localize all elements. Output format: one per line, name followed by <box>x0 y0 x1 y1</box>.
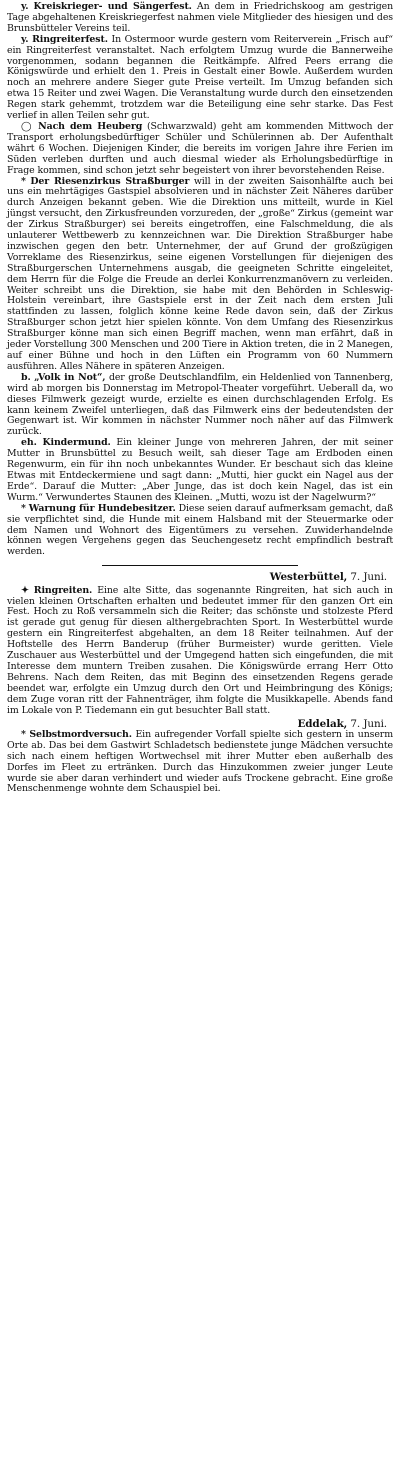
article-headline: Kindermund. <box>42 437 111 449</box>
article-mark: y. <box>21 33 29 45</box>
article-paragraph <box>7 730 393 795</box>
article-paragraph <box>7 586 393 717</box>
article-kindermund <box>7 438 393 503</box>
article-body: Ein kleiner Junge von mehreren Jahren, der mit seiner Mutter in Brunsbüttel zu Besuch weilt, sah dieser Tage am Erdboden einen Regenwurm, ein für ihn noch unbekanntes Wunder. Er beschaut sich das kleine Etwas mit Entdeckermiene und sagt dann: „Mutti, hier guckt ein Nagel aus der Erde“. Darauf die Mutter: „Aber Junge, das ist doch kein Nagel, das ist ein Wurm.“ Verwundertes Staunen des Kleinen. „Mutti, wozu ist der Nagelwurm?“ <box>7 437 393 503</box>
article-volk-in-not <box>7 373 393 438</box>
article-mark: ◯ <box>21 120 34 132</box>
article-mark: b. <box>21 371 31 383</box>
article-body: In Ostermoor wurde gestern vom Reiterverein „Frisch auf“ ein Ringreiterfest veranstaltet. Nach erfolgtem Umzug wurde die Bannerweihe vorgenommen, sodann begannen die Reitkämpfe. Alfred Peers errang die Königswürde und erhielt den 1. Preis in Gestalt einer Bowle. Außerdem wurden noch an mehrere andere Sieger gute Preise verteilt. Im Umzug befanden sich etwa 15 Reiter und zwei Wagen. Die Veranstaltung wurde durch den einsetzenden Regen stark gehemmt, trotzdem war die Beteiligung eine sehr starke. Das Fest verlief in allen Teilen sehr gut. <box>7 33 393 122</box>
article-paragraph <box>7 373 393 438</box>
article-body: Ein aufregender Vorfall spielte sich gestern in unserm Orte ab. Das bei dem Gastwirt Schladetsch bedienstete junge Mädchen versuchte sich nach einem heftigen Wortwechsel mit ihrer Mutter eben außerhalb des Dorfes im Fleet zu ertränken. Durch das Hinzukommen zweier junger Leute wurde sie aber daran verhindert und wieder aufs Trockene gebracht. Eine große Menschenmenge wohnte dem Schauspiel bei. <box>7 728 393 795</box>
article-mark: ✦ <box>21 584 29 596</box>
article-headline: „Volk in Not“, <box>34 371 106 383</box>
article-heuberg <box>7 122 393 177</box>
article-ringreiten-westerbuettel <box>7 586 393 717</box>
article-body: Diese seien darauf aufmerksam gemacht, daß sie verpflichtet sind, die Hunde mit einem Halsband mit der Steuermarke oder dem Namen und Wohnort des Eigentümers zu versehen. Zuwiderhandelnde können wegen Vergehens gegen das Seuchengesetz recht empfindlich bestraft werden. <box>7 502 393 558</box>
article-selbstmordversuch <box>7 730 393 795</box>
article-headline: Kreiskrieger- und Sängerfest. <box>33 1 192 12</box>
dateline-place: Eddelak, <box>297 717 348 730</box>
dateline-westerbuettel <box>7 571 393 583</box>
article-zirkus-strassburger <box>7 177 393 373</box>
article-paragraph <box>7 504 393 559</box>
article-mark: eh. <box>21 437 37 449</box>
article-headline: Selbstmordversuch. <box>29 728 132 740</box>
article-mark: y. <box>21 1 29 12</box>
article-body: (Schwarzwald) geht am kommenden Mittwoch der Transport erholungsbedürftiger Schüler und Schülerinnen ab. Der Aufenthalt währt 6 Wochen. Diejenigen Kinder, die bereits im vorigen Jahre ihre Ferien im Süden verleben durften und auch diesmal wieder als Erholungsbedürftige in Frage kommen, sind schon jetzt sehr begeistert von ihrer bevorstehenden Reise. <box>7 120 393 176</box>
article-body: will in der zweiten Saisonhälfte auch bei uns ein mehrtägiges Gastspiel absolvieren und in nächster Zeit Näheres darüber durch Anzeigen bekannt geben. Wie die Direktion uns mitteilt, wurde in Kiel jüngst versucht, den Zirkusfreunden vorzureden, der „große“ Zirkus (gemeint war der Zirkus Straßburger) sei bereits eingetroffen, eine Falschmeldung, die als unlauterer Wettbewerb zu kennzeichnen war. Die Direktion Straßburger habe inzwischen gegen den betr. Unternehmer, der auf Grund der großzügigen Vorreklame des Riesenzirkus, seine eigenen Vorstellungen für diejenigen des Straßburgerschen Unternehmens ausgab, die geeigneten Schritte eingeleitet, dem Herrn für die Folge die Freude an derlei Konkurrenzmanövern zu verleiden. Weiter schreibt uns die Direktion, sie habe mit den Behörden in Schleswig-Holstein vereinbart, ihre Gastspiele erst in der Zeit nach dem ersten Juli stattfinden zu lassen, folglich könne keine Rede davon sein, daß der Zirkus Straßburger schon jetzt hier spielen könnte. Von dem Umfang des Riesenzirkus Straßburger könne man sich einen Begriff machen, wenn man erfährt, daß in jeder Vorstellung 300 Menschen und 200 Tiere in Aktion treten, die in 2 Manegen, auf einer Bühne und hoch in den Lüften ein Programm von 60 Nummern ausführen. Alles Nähere in späteren Anzeigen. <box>7 175 393 372</box>
article-headline: Ringreiterfest. <box>32 33 108 45</box>
section-divider <box>102 565 298 566</box>
article-hundebesitzer <box>7 504 393 559</box>
dateline-date: 7. Juni. <box>350 571 387 584</box>
article-body: Eine alte Sitte, das sogenannte Ringreiten, hat sich auch in vielen kleinen Ortschaften erhalten und bedeutet immer für den ganzen Ort ein Fest. Hoch zu Roß versammeln sich die Reiter; das schönste und stolzeste Pferd ist gerade gut genug für diesen althergebrachten Sport. In Westerbüttel wurde gestern ein Ringreiterfest abgehalten, an dem 18 Reiter teilnahmen. Auf der Hoftstelle des Herrn Banderup (früher Burmeister) wurde geritten. Viele Zuschauer aus Westerbüttel und der Umgegend hatten sich eingefunden, die mit Interesse dem muntern Treiben zusahen. Die Königswürde errang Herr Otto Behrens. Nach dem Reiten, das mit Beginn des einsetzenden Regens gerade beendet war, erfolgte ein Umzug durch den Ort und Heimbringung des Königs; dem Zuge voran ritt der Fahnenträger, ihm folgte die Musikkapelle. Abends fand im Lokale von P. Tiedemann ein gut besuchter Ball statt. <box>7 584 393 716</box>
article-kreiskriegerfest <box>7 2 393 35</box>
article-ringreiterfest-ostermoor <box>7 35 393 122</box>
article-paragraph <box>7 122 393 177</box>
article-paragraph <box>7 438 393 503</box>
article-paragraph <box>7 2 393 35</box>
article-headline: Warnung für Hundebesitzer. <box>28 502 176 514</box>
dateline-date: 7. Juni. <box>350 717 387 730</box>
article-headline: Nach dem Heuberg <box>38 120 143 132</box>
article-body: der große Deutschlandfilm, ein Heldenlied von Tannenberg, wird ab morgen bis Donnerstag im Metropol-Theater vorgeführt. Ueberall da, wo dieses Filmwerk gezeigt wurde, erzielte es einen durchschlagenden Erfolg. Es kann keinem Zweifel unterliegen, daß das Filmwerk eins der bedeutendsten der Gegenwart ist. Wir kommen in nächster Nummer noch näher auf das Filmwerk zurück. <box>7 371 393 438</box>
newspaper-column <box>7 2 393 795</box>
dateline-place: Westerbüttel, <box>269 571 348 584</box>
article-headline: Der Riesenzirkus Straßburger <box>30 175 190 187</box>
article-mark: * <box>21 728 26 740</box>
article-paragraph <box>7 35 393 122</box>
article-mark: * <box>21 175 26 187</box>
article-paragraph <box>7 177 393 373</box>
article-body: An dem in Friedrichskoog am gestrigen Tage abgehaltenen Kreiskriegerfest nahmen viele Mitglieder des hiesigen und des Brunsbütteler Vereins teil. <box>7 1 394 34</box>
article-mark: * <box>21 502 26 514</box>
article-headline: Ringreiten. <box>33 584 93 596</box>
